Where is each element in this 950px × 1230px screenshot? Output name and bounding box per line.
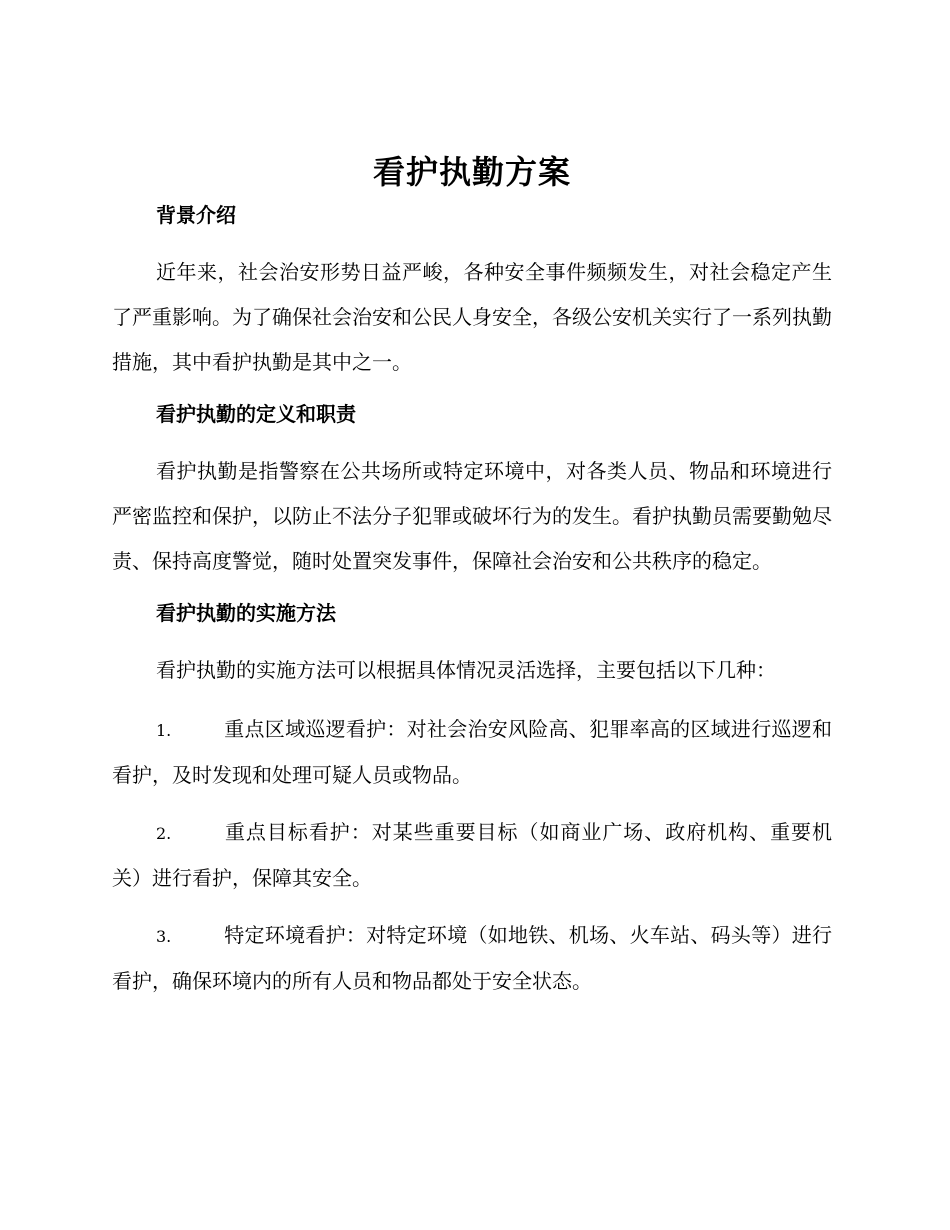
list-item <box>112 913 832 1004</box>
list-item-number: 1. <box>156 721 172 740</box>
section-heading-definition: 看护执勤的定义和职责 <box>156 402 356 426</box>
list-item-number: 3. <box>156 927 172 946</box>
page-title: 看护执勤方案 <box>372 153 571 191</box>
list-item-number: 2. <box>156 824 172 843</box>
section-paragraph-definition: 看护执勤是指警察在公共场所或特定环境中，对各类人员、物品和环境进行严密监控和保护，以防止不法分子犯罪或破坏行为的发生。看护执勤员需要勤勉尽责、保持高度警觉，随时处置突发事件，保障社会治安和公共秩序的稳定。 <box>112 459 832 573</box>
list-item-text: 特定环境看护：对特定环境（如地铁、机场、火车站、码头等）进行看护，确保环境内的所有人员和物品都处于安全状态。 <box>112 923 832 993</box>
document-page <box>112 150 832 1016</box>
list-item <box>112 707 832 798</box>
list-item <box>112 810 832 901</box>
section-paragraph-background: 近年来，社会治安形势日益严峻，各种安全事件频频发生，对社会稳定产生了严重影响。为了确保社会治安和公民人身安全，各级公安机关实行了一系列执勤措施，其中看护执勤是其中之一。 <box>112 260 832 374</box>
section-heading-methods: 看护执勤的实施方法 <box>156 601 336 625</box>
section-paragraph-methods: 看护执勤的实施方法可以根据具体情况灵活选择，主要包括以下几种： <box>156 658 776 682</box>
list-item-text: 重点目标看护：对某些重要目标（如商业广场、政府机构、重要机关）进行看护，保障其安全。 <box>112 820 832 890</box>
list-item-text: 重点区域巡逻看护：对社会治安风险高、犯罪率高的区域进行巡逻和看护，及时发现和处理可疑人员或物品。 <box>112 717 832 787</box>
section-heading-background: 背景介绍 <box>156 203 236 227</box>
